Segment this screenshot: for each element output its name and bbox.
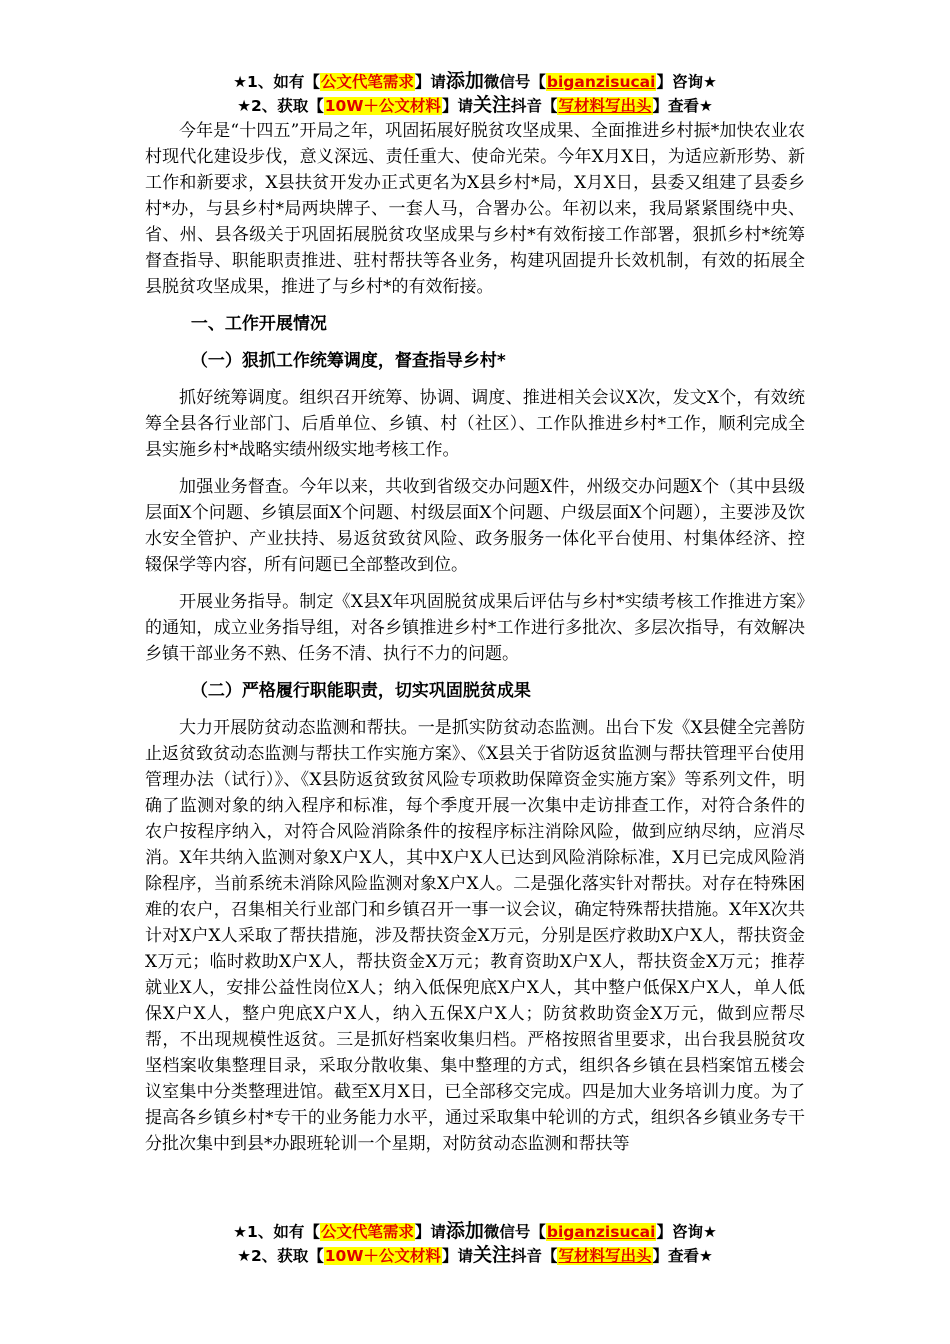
banner-text: 】请 bbox=[441, 1247, 473, 1265]
banner-text: ★2、获取【 bbox=[237, 1247, 324, 1265]
section-heading: 一、工作开展情况 bbox=[190, 314, 327, 334]
banner-text: ★1、如有【 bbox=[233, 1223, 320, 1241]
subsection-heading: （一）狠抓工作统筹调度，督查指导乡村* bbox=[190, 351, 506, 371]
banner-text: 微信号【 bbox=[483, 73, 546, 91]
banner-highlight-douyin[interactable]: 写材料写出头 bbox=[558, 1247, 652, 1265]
banner-highlight-douyin[interactable]: 写材料写出头 bbox=[558, 97, 652, 115]
banner-text: 】请 bbox=[414, 73, 446, 91]
banner-highlight: 公文代笔需求 bbox=[320, 1223, 414, 1241]
banner-highlight: 10W＋公文材料 bbox=[324, 97, 441, 115]
banner-emphasis: 关注 bbox=[472, 1244, 511, 1266]
banner-text: 】请 bbox=[441, 97, 473, 115]
promo-banner-top-line2 bbox=[0, 94, 950, 117]
banner-emphasis: 关注 bbox=[472, 94, 511, 116]
document-body bbox=[145, 118, 805, 1157]
banner-text: ★2、获取【 bbox=[237, 97, 324, 115]
subsection-heading: （二）严格履行职能职责，切实巩固脱贫成果 bbox=[190, 681, 531, 701]
banner-text: 抖音【 bbox=[510, 1247, 558, 1265]
banner-highlight: 10W＋公文材料 bbox=[324, 1247, 441, 1265]
banner-highlight-wechat[interactable]: biganzisucai bbox=[546, 1223, 656, 1241]
banner-highlight: 公文代笔需求 bbox=[320, 73, 414, 91]
body-paragraph: 开展业务指导。制定《X县X年巩固脱贫成果后评估与乡村*实绩考核工作推进方案》的通知，成立业务指导组，对各乡镇推进乡村*工作进行多批次、多层次指导，有效解决乡镇干部业务不熟、任务不清、执行不力的问题。 bbox=[145, 592, 805, 664]
banner-text: 】咨询★ bbox=[656, 1223, 717, 1241]
banner-highlight-wechat[interactable]: biganzisucai bbox=[546, 73, 656, 91]
banner-emphasis: 添加 bbox=[445, 1220, 484, 1242]
banner-text: 微信号【 bbox=[483, 1223, 546, 1241]
banner-emphasis: 添加 bbox=[445, 70, 484, 92]
banner-text: 】请 bbox=[414, 1223, 446, 1241]
banner-text: 】咨询★ bbox=[656, 73, 717, 91]
promo-banner-bottom-line2 bbox=[0, 1244, 950, 1267]
promo-banner-bottom-line1 bbox=[0, 1220, 950, 1243]
body-paragraph: 抓好统筹调度。组织召开统筹、协调、调度、推进相关会议X次，发文X个，有效统筹全县各行业部门、后盾单位、乡镇、村（社区）、工作队推进乡村*工作，顺利完成全县实施乡村*战略实绩州级实地考核工作。 bbox=[145, 388, 805, 460]
promo-banner-top-line1 bbox=[0, 70, 950, 93]
banner-text: 】查看★ bbox=[652, 97, 713, 115]
body-paragraph: 加强业务督查。今年以来，共收到省级交办问题X件，州级交办问题X个（其中县级层面X个问题、乡镇层面X个问题、村级层面X个问题、户级层面X个问题），主要涉及饮水安全管护、产业扶持、易返贫致贫风险、政务服务一体化平台使用、村集体经济、控辍保学等内容，所有问题已全部整改到位。 bbox=[145, 477, 805, 575]
body-paragraph: 大力开展防贫动态监测和帮扶。一是抓实防贫动态监测。出台下发《X县健全完善防止返贫致贫动态监测与帮扶工作实施方案》、《X县关于省防返贫监测与帮扶管理平台使用管理办法（试行）》、《X县防返贫致贫风险专项救助保障资金实施方案》等系列文件，明确了监测对象的纳入程序和标准，每个季度开展一次集中走访排查工作，对符合条件的农户按程序纳入，对符合风险消除条件的按程序标注消除风险，做到应纳尽纳，应消尽消。X年共纳入监测对象X户X人，其中X户X人已达到风险消除标准，X月已完成风险消除程序，当前系统未消除风险监测对象X户X人。二是强化落实针对帮扶。对存在特殊困难的农户，召集相关行业部门和乡镇召开一事一议会议，确定特殊帮扶措施。X年X次共计对X户X人采取了帮扶措施，涉及帮扶资金X万元，分别是医疗救助X户X人，帮扶资金X万元；临时救助X户X人，帮扶资金X万元；教育资助X户X人，帮扶资金X万元；推荐就业X人，安排公益性岗位X人；纳入低保兜底X户X人，其中整户低保X户X人，单人低保X户X人，整户兜底X户X人，纳入五保X户X人；防贫救助资金X万元，做到应帮尽帮，不出现规模性返贫。三是抓好档案收集归档。严格按照省里要求，出台我县脱贫攻坚档案收集整理目录，采取分散收集、集中整理的方式，组织各乡镇在县档案馆五楼会议室集中分类整理进馆。截至X月X日，已全部移交完成。四是加大业务培训力度。为了提高各乡镇乡村*专干的业务能力水平，通过采取集中轮训的方式，组织各乡镇业务专干分批次集中到县*办跟班轮训一个星期，对防贫动态监测和帮扶等 bbox=[145, 718, 805, 1154]
intro-paragraph: 今年是“十四五”开局之年，巩固拓展好脱贫攻坚成果、全面推进乡村振*加快农业农村现代化建设步伐，意义深远、责任重大、使命光荣。今年X月X日，为适应新形势、新工作和新要求，X县扶贫开发办正式更名为X县乡村*局，X月X日，县委又组建了县委乡村*办，与县乡村*局两块牌子、一套人马，合署办公。年初以来，我局紧紧围绕中央、省、州、县各级关于巩固拓展脱贫攻坚成果与乡村*有效衔接工作部署，狠抓乡村*统筹督查指导、职能职责推进、驻村帮扶等各业务，构建巩固提升长效机制，有效的拓展全县脱贫攻坚成果，推进了与乡村*的有效衔接。 bbox=[145, 121, 805, 297]
banner-text: 】查看★ bbox=[652, 1247, 713, 1265]
banner-text: 抖音【 bbox=[510, 97, 558, 115]
banner-text: ★1、如有【 bbox=[233, 73, 320, 91]
